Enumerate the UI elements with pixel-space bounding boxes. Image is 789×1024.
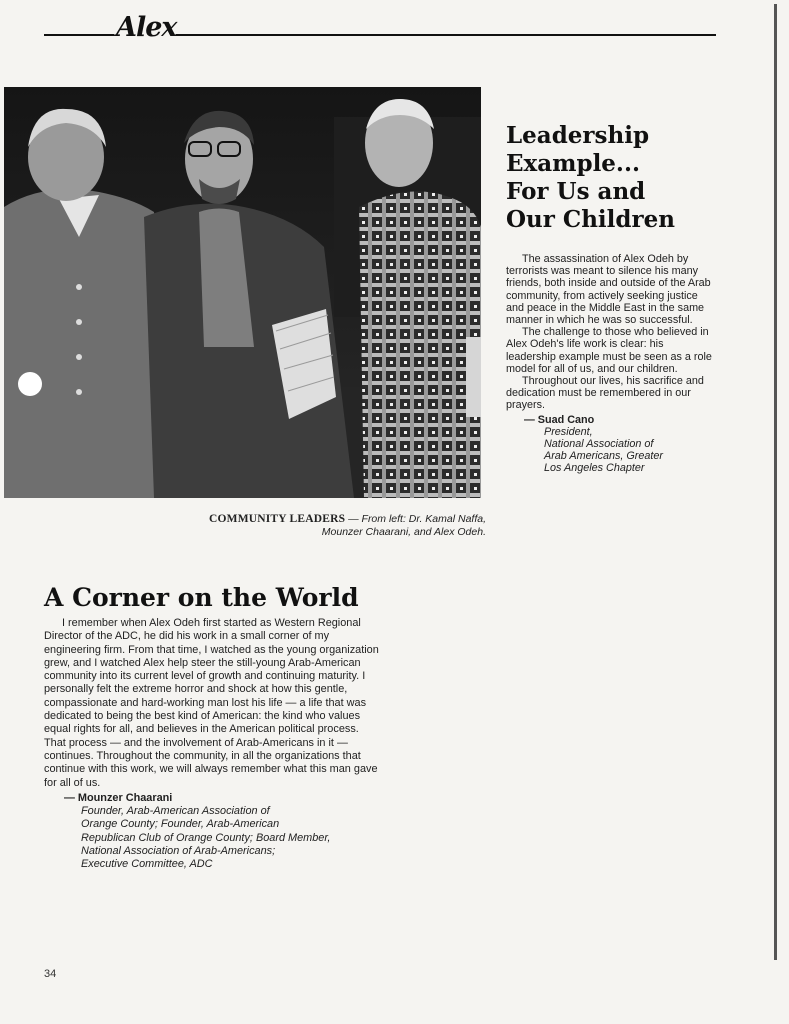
leadership-paragraph: Throughout our lives, his sacrifice and dedication must be remembered in our prayers. — [506, 375, 704, 412]
signature-title-line: Founder, Arab-American Association of — [81, 805, 270, 818]
page-header-title: Alex — [116, 12, 177, 43]
corner-paragraph: I remember when Alex Odeh first started as Western Regional Director of the ADC, he did his work in a small corner of my engineering firm. From that time, I watched as the young organization grew, and I watched Alex help steer the still-young Arab-American community into its current level of growth and continuing maturity. I personally felt the extreme horror and shock at how this gentle, compassionate and hard-working man lost his life — a life that was dedicated to being the best kind of American: the kind who values equal rights for all, and believes in the American political process. That process — and the involvement of Arab-Americans in it — continues. Throughout the community, in all the organizations that continue with this work, we will always remember what this man gave for all of us. — [44, 617, 379, 789]
signature-title-line: National Association of — [544, 438, 654, 451]
caption-text-2: Mounzer Chaarani, and Alex Odeh. — [321, 526, 486, 538]
leadership-heading-line: Leadership — [506, 122, 650, 149]
signature-name: — Mounzer Chaarani — [64, 791, 173, 804]
leadership-heading-line: For Us and — [506, 178, 646, 205]
signature-name: — Suad Cano — [524, 413, 595, 426]
leadership-heading-line: Example... — [506, 150, 640, 177]
leadership-article — [506, 253, 716, 475]
caption-text-1: — From left: Dr. Kamal Naffa, — [348, 513, 486, 525]
signature-title-line: Republican Club of Orange County; Board Member, — [81, 831, 331, 844]
page-number: 34 — [44, 968, 57, 980]
leadership-heading-line: Our Children — [506, 206, 675, 233]
header-rule-left — [44, 34, 114, 36]
corner-article — [44, 617, 380, 872]
signature-title-line: President, — [544, 425, 593, 438]
corner-heading: A Corner on the World — [44, 583, 359, 612]
photo-caption — [120, 513, 486, 539]
caption-line-1 — [120, 513, 486, 526]
leadership-paragraph: The challenge to those who believed in Alex Odeh's life work is clear: his leadership example must be seen as a role model for all of us, and our children. — [506, 326, 712, 375]
corner-signature — [44, 792, 380, 872]
signature-title-line: Arab Americans, Greater — [544, 450, 664, 463]
caption-label: COMMUNITY LEADERS — [208, 513, 346, 525]
header-rule-right — [176, 34, 716, 36]
signature-title-line: Executive Committee, ADC — [81, 858, 213, 871]
page-edge-shadow — [774, 4, 777, 960]
community-leaders-photo — [4, 87, 481, 498]
leadership-heading — [506, 122, 726, 234]
leadership-signature — [506, 414, 716, 475]
signature-title-line: National Association of Arab-Americans; — [81, 845, 276, 858]
leadership-paragraph: The assassination of Alex Odeh by terrorists was meant to silence his many friends, both inside and outside of the Arab community, from actively seeking justice and peace in the Middle East in the same manner in which he was so successful. — [506, 253, 711, 327]
signature-title-line: Orange County; Founder, Arab-American — [81, 818, 280, 831]
signature-title-line: Los Angeles Chapter — [544, 462, 645, 475]
